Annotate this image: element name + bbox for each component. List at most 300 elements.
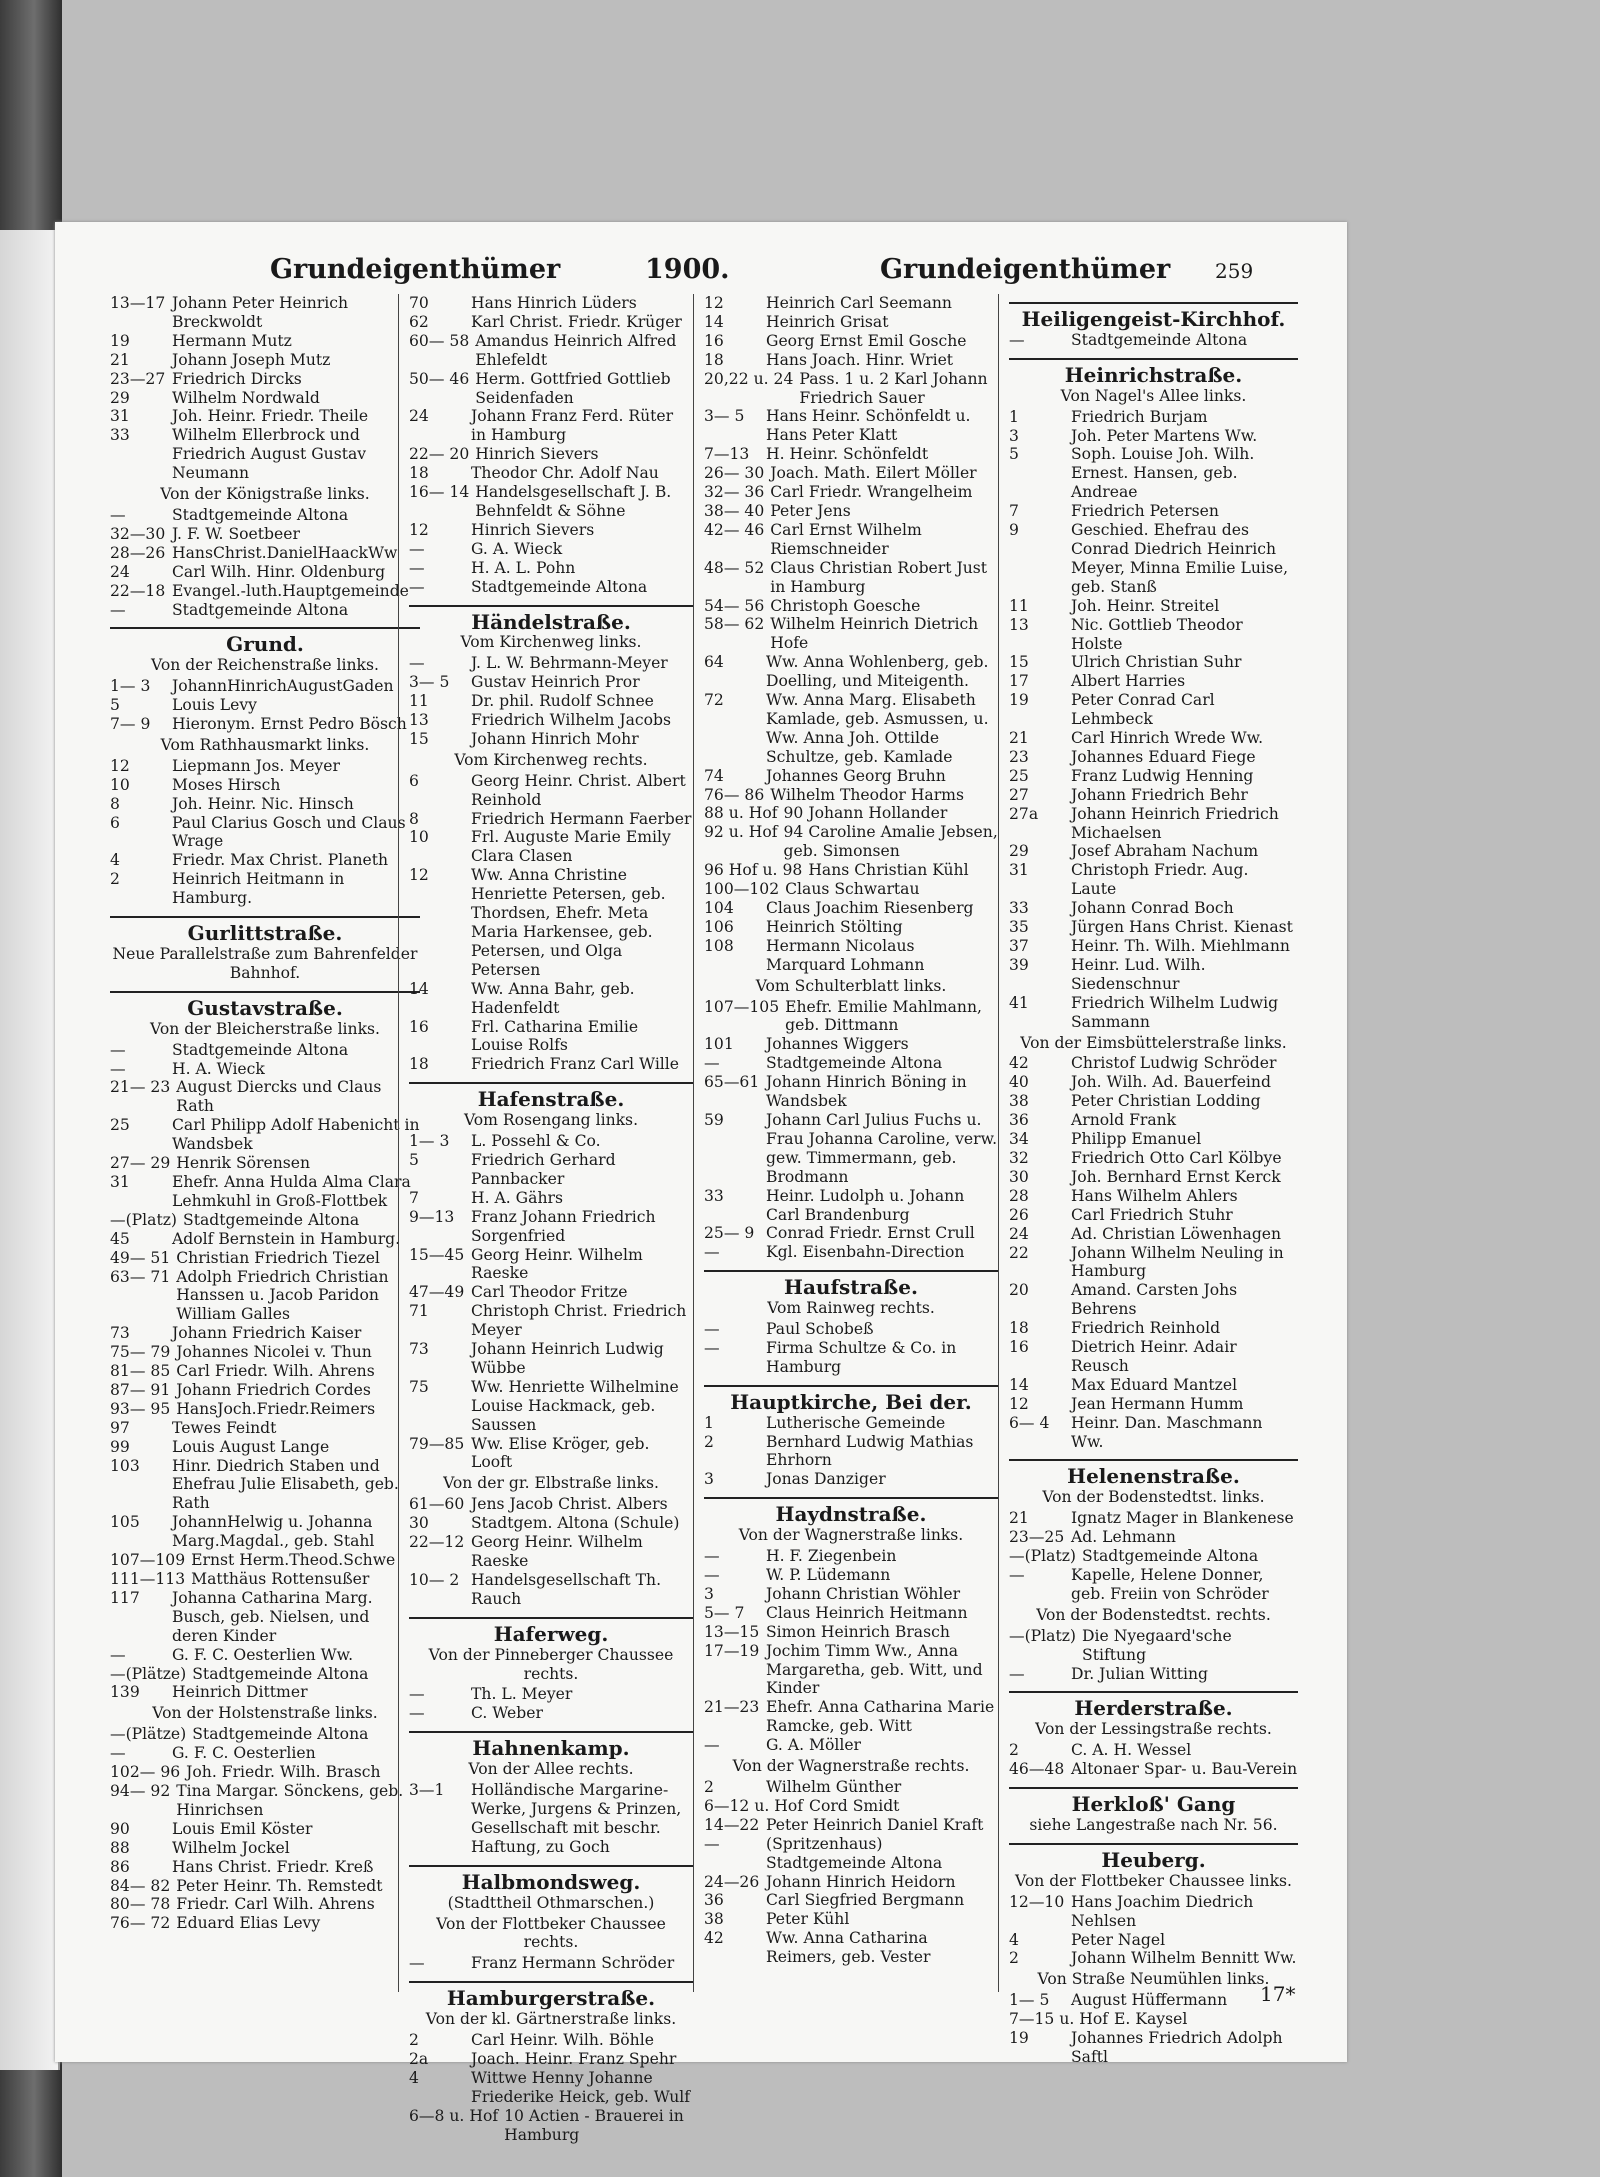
owner-name: Hinr. Diedrich Staben und Ehefrau Julie Elisabeth, geb. Rath — [172, 1456, 399, 1513]
entry-row — [1009, 1376, 1298, 1395]
entry-row — [110, 1914, 420, 1933]
house-number: 11 — [409, 692, 429, 711]
entry-row — [110, 715, 420, 734]
house-number: 108 — [704, 936, 734, 955]
entry-row — [409, 370, 693, 408]
header-left-title: Grundeigenthümer — [270, 254, 561, 285]
house-number: —(Plätze) — [110, 1725, 187, 1744]
page-number: 259 — [1215, 259, 1254, 283]
owner-name: Jochim Timm Ww., Anna Margaretha, geb. Witt, und Kinder — [766, 1641, 983, 1698]
owner-name: August Hüffermann — [1071, 1991, 1228, 2010]
street-heading: Gustavstraße. — [110, 991, 420, 1018]
house-number: 21— 23 — [110, 1078, 171, 1097]
entry-row — [704, 880, 998, 899]
entry-row — [704, 1623, 998, 1642]
house-number: 10— 2 — [409, 1570, 460, 1589]
entry-row — [704, 653, 998, 691]
section-note: Von der Lessingstraße rechts. — [1035, 1720, 1272, 1739]
owner-name: Stadtgemeinde Altona — [1071, 330, 1248, 349]
house-number: 24 — [110, 562, 130, 581]
entry-row — [704, 294, 998, 313]
house-number: 5— 7 — [704, 1603, 745, 1622]
house-number: 35 — [1009, 918, 1029, 937]
house-number: 19 — [1009, 2029, 1029, 2048]
entry-row — [409, 445, 693, 464]
street-heading: Haferweg. — [409, 1617, 693, 1644]
section-note: Von der gr. Elbstraße links. — [443, 1474, 659, 1493]
house-number: 73 — [110, 1324, 130, 1343]
owner-name: Johannes Nicolei v. Thun — [176, 1343, 372, 1362]
entry-row — [409, 1378, 693, 1435]
house-number: 6 — [110, 813, 120, 832]
owner-name: Peter Conrad Carl Lehmbeck — [1071, 691, 1215, 729]
house-number: —(Platz) — [1009, 1626, 1077, 1645]
owner-name: Ad. Christian Löwenhagen — [1071, 1224, 1282, 1243]
owner-name: Bernhard Ludwig Mathias Ehrhorn — [766, 1432, 974, 1470]
house-number: 27a — [1009, 804, 1039, 823]
entry-row — [704, 615, 998, 653]
owner-name: Friedrich Burjam — [1071, 407, 1208, 426]
entry-row — [110, 1683, 420, 1702]
owner-name: Josef Abraham Nachum — [1071, 842, 1259, 861]
house-number: 25 — [1009, 766, 1029, 785]
owner-name: Friedrich Gerhard Pannbacker — [471, 1150, 616, 1188]
entry-row — [110, 370, 420, 389]
owner-name: Ernst Herm.Theod.Schwe — [191, 1551, 396, 1570]
house-number: 22—12 — [409, 1533, 465, 1552]
house-number: — — [110, 1059, 126, 1078]
entry-row — [704, 351, 998, 370]
entry-row — [110, 1154, 420, 1173]
house-number: 3—1 — [409, 1781, 445, 1800]
entry-row — [409, 2031, 693, 2050]
house-number: 1 — [1009, 407, 1019, 426]
owner-name: 10 Actien - Brauerei in Hamburg — [504, 2106, 684, 2144]
owner-name: Christof Ludwig Schröder — [1071, 1054, 1277, 1073]
owner-name: 90 Johann Hollander — [783, 804, 948, 823]
house-number: — — [409, 577, 425, 596]
house-number: 76— 86 — [704, 785, 765, 804]
house-number: 16 — [1009, 1338, 1029, 1357]
house-number: 1 — [704, 1413, 714, 1432]
owner-name: Stadtgemeinde Altona — [183, 1210, 360, 1229]
owner-name: Friedrich Reinhold — [1071, 1319, 1221, 1338]
entry-row — [110, 1268, 420, 1325]
section-note: Von der Holstenstraße links. — [152, 1704, 378, 1723]
owner-name: Joh. Peter Martens Ww. — [1071, 426, 1258, 445]
entry-row — [1009, 1566, 1298, 1604]
house-number: 61—60 — [409, 1495, 465, 1514]
entry-row — [1009, 786, 1298, 805]
column-3 — [693, 294, 998, 1992]
house-number: 29 — [1009, 842, 1029, 861]
entry-row — [409, 772, 693, 810]
house-number: —(Plätze) — [110, 1664, 187, 1683]
street-heading: Gurlittstraße. — [110, 916, 420, 943]
owner-name: Hinrich Sievers — [471, 520, 595, 539]
entry-row — [110, 1324, 420, 1343]
owner-name: Johannes Georg Bruhn — [766, 766, 946, 785]
entry-row — [704, 1778, 998, 1797]
entry-row — [704, 559, 998, 597]
owner-name: Karl Christ. Friedr. Krüger — [471, 312, 682, 331]
owner-name: Eduard Elias Levy — [176, 1914, 321, 1933]
owner-name: Th. L. Meyer — [471, 1685, 573, 1704]
house-number: 6—8 u. Hof — [409, 2106, 499, 2125]
entry-row — [409, 1781, 693, 1857]
house-number: 3 — [1009, 426, 1019, 445]
entry-row — [1009, 1395, 1298, 1414]
entry-row — [110, 601, 420, 620]
house-number: 94— 92 — [110, 1781, 171, 1800]
owner-name: Conrad Friedr. Ernst Crull — [766, 1224, 975, 1243]
house-number: — — [409, 1954, 425, 1973]
owner-name: JohannHinrichAugustGaden — [172, 677, 394, 696]
entry-row — [1009, 1414, 1298, 1452]
entry-row — [409, 673, 693, 692]
entry-row — [1009, 445, 1298, 502]
house-number: 107—105 — [704, 997, 780, 1016]
owner-name: Heinrich Grisat — [766, 312, 889, 331]
owner-name: Ad. Lehmann — [1071, 1528, 1176, 1547]
entry-row — [704, 918, 998, 937]
street-heading: Heinrichstraße. — [1009, 358, 1298, 385]
house-number: 15—45 — [409, 1245, 465, 1264]
house-number: — — [704, 1338, 720, 1357]
entry-row — [110, 1362, 420, 1381]
owner-name: Heinrich Dittmer — [172, 1683, 308, 1702]
house-number: 31 — [110, 1172, 130, 1191]
house-number: 19 — [110, 331, 130, 350]
house-number: 30 — [1009, 1167, 1029, 1186]
house-number: 5 — [409, 1150, 419, 1169]
entry-row — [409, 2069, 693, 2107]
owner-name: Johann Friedrich Cordes — [176, 1380, 371, 1399]
house-number: 9—13 — [409, 1207, 455, 1226]
owner-name: Joh. Heinr. Streitel — [1071, 596, 1220, 615]
street-heading: Herderstraße. — [1009, 1691, 1298, 1718]
owner-name: Carl Friedr. Wrangelheim — [770, 483, 973, 502]
entry-row — [1009, 1760, 1298, 1779]
house-number: 36 — [1009, 1111, 1029, 1130]
entry-row — [704, 1797, 998, 1816]
entry-row — [1009, 937, 1298, 956]
house-number: 54— 56 — [704, 596, 765, 615]
section-note: Von der Flottbeker Chaussee rechts. — [436, 1914, 666, 1952]
house-number: 5 — [110, 696, 120, 715]
house-number: 92 u. Hof — [704, 823, 778, 842]
section-note: Von der kl. Gärtnerstraße links. — [425, 2010, 677, 2029]
owner-name: Johann Peter Heinrich Breckwoldt — [172, 294, 349, 331]
house-number: 23—25 — [1009, 1528, 1065, 1547]
house-number: 103 — [110, 1456, 140, 1475]
house-number: 50— 46 — [409, 369, 470, 388]
entry-row — [409, 559, 693, 578]
entry-row — [110, 1249, 420, 1268]
house-number: 65—61 — [704, 1073, 760, 1092]
owner-name: Dr. phil. Rudolf Schnee — [471, 692, 654, 711]
owner-name: Joh. Heinr. Nic. Hinsch — [172, 794, 354, 813]
entry-row — [1009, 1111, 1298, 1130]
house-number: 88 u. Hof — [704, 804, 778, 823]
owner-name: Johannes Friedrich Adolph Saftl — [1071, 2029, 1283, 2066]
owner-name: Dr. Julian Witting — [1071, 1664, 1209, 1683]
house-number: 86 — [110, 1857, 130, 1876]
owner-name: Paul Clarius Gosch und Claus Wrage — [172, 813, 406, 851]
house-number: 41 — [1009, 993, 1029, 1012]
entry-row — [1009, 1741, 1298, 1760]
house-number: 29 — [110, 388, 130, 407]
entry-row — [704, 407, 998, 445]
owner-name: Johann Heinrich Friedrich Michaelsen — [1071, 804, 1279, 842]
owner-name: Joh. Friedr. Wilh. Brasch — [186, 1763, 381, 1782]
section-note: Von der Bleicherstraße links. — [149, 1019, 380, 1038]
house-number: 14 — [1009, 1375, 1029, 1394]
entry-row — [1009, 748, 1298, 767]
owner-name: Friedrich Hermann Faerber — [471, 809, 692, 828]
owner-name: Jens Jacob Christ. Albers — [471, 1495, 668, 1514]
house-number: 106 — [704, 917, 734, 936]
entry-row — [110, 582, 420, 601]
entry-row — [110, 1665, 420, 1684]
owner-name: Hans Wilhelm Ahlers — [1071, 1186, 1238, 1205]
owner-name: Franz Ludwig Henning — [1071, 766, 1254, 785]
entry-row — [704, 804, 998, 823]
owner-name: H. A. L. Pohn — [471, 558, 576, 577]
house-number: 48— 52 — [704, 558, 765, 577]
entry-row — [110, 814, 420, 852]
owner-name: HansChrist.DanielHaackWw — [172, 543, 398, 562]
entry-row — [704, 370, 998, 408]
entry-row — [704, 445, 998, 464]
entry-row — [1009, 1991, 1298, 2010]
owner-name: Wilhelm Günther — [766, 1777, 902, 1796]
entry-row — [1009, 597, 1298, 616]
owner-name: Wilhelm Heinrich Dietrich Hofe — [770, 615, 979, 653]
entry-row — [409, 1495, 693, 1514]
column-4 — [998, 294, 1298, 2066]
entry-row — [704, 502, 998, 521]
entry-row — [409, 464, 693, 483]
house-number: — — [1009, 330, 1025, 349]
entry-row — [704, 937, 998, 975]
house-number: 3— 5 — [704, 407, 745, 426]
owner-name: Wilhelm Nordwald — [172, 388, 320, 407]
owner-name: Carl Theodor Fritze — [471, 1283, 628, 1302]
page-header — [55, 254, 1347, 294]
house-number: 13 — [1009, 615, 1029, 634]
house-number: — — [704, 1736, 720, 1755]
owner-name: Hinrich Sievers — [475, 445, 599, 464]
owner-name: Ww. Anna Marg. Elisabeth Kamlade, geb. Asmussen, u. Ww. Anna Joh. Ottilde Schultze, geb. Kamlade — [766, 691, 989, 766]
entry-row — [704, 861, 998, 880]
entry-row — [110, 1173, 420, 1211]
owner-name: G. F. C. Oesterlien Ww. — [172, 1645, 354, 1664]
house-number: 3— 5 — [409, 673, 450, 692]
entry-row — [110, 1551, 420, 1570]
owner-name: Claus Joachim Riesenberg — [766, 899, 974, 917]
column-1 — [110, 294, 420, 1933]
entry-row — [409, 1208, 693, 1246]
house-number: 14 — [409, 979, 429, 998]
section-note: siehe Langestraße nach Nr. 56. — [1029, 1815, 1278, 1834]
house-number: 90 — [110, 1819, 130, 1838]
house-number: 1— 5 — [1009, 1991, 1050, 2010]
entry-row — [704, 1698, 998, 1736]
house-number: 3 — [704, 1584, 714, 1603]
house-number: 13 — [409, 711, 429, 730]
entry-row — [409, 1189, 693, 1208]
house-number: 30 — [409, 1514, 429, 1533]
entry-row — [110, 1858, 420, 1877]
owner-name: Friedr. Carl Wilh. Ahrens — [176, 1895, 375, 1914]
owner-name: Altonaer Spar- u. Bau-Verein — [1071, 1760, 1298, 1779]
owner-name: Claus Schwartau — [785, 880, 920, 899]
entry-row — [409, 332, 693, 370]
house-number: 27— 29 — [110, 1154, 171, 1173]
house-number: 32 — [1009, 1148, 1029, 1167]
owner-name: J. L. W. Behrmann-Meyer — [471, 654, 668, 673]
owner-name: Franz Hermann Schröder — [471, 1954, 675, 1973]
entry-row — [704, 1320, 998, 1339]
owner-name: Stadtgemeinde Altona — [192, 1725, 369, 1744]
owner-name: Franz Johann Friedrich Sorgenfried — [471, 1207, 656, 1245]
entry-row — [409, 294, 693, 313]
house-number: 99 — [110, 1437, 130, 1456]
house-number: 31 — [1009, 861, 1029, 880]
house-number: 10 — [409, 828, 429, 847]
house-number: 10 — [110, 775, 130, 794]
owner-name: Friedrich Petersen — [1071, 502, 1219, 521]
owner-name: J. F. W. Soetbeer — [172, 524, 300, 543]
entry-row — [1009, 994, 1298, 1032]
owner-name: Peter Heinrich Daniel Kraft — [766, 1815, 984, 1834]
owner-name: Friedrich Wilhelm Jacobs — [471, 711, 672, 730]
owner-name: Hans Joach. Hinr. Wriet — [766, 350, 954, 369]
house-number: 70 — [409, 294, 429, 312]
house-number: 24 — [409, 407, 429, 426]
house-number: — — [704, 1320, 720, 1339]
entry-row — [110, 870, 420, 908]
entry-row — [1009, 767, 1298, 786]
street-heading: Haydnstraße. — [704, 1497, 998, 1524]
entry-row — [409, 2050, 693, 2069]
house-number: 18 — [409, 1055, 429, 1074]
owner-name: Ww. Anna Catharina Reimers, geb. Vester — [766, 1929, 931, 1967]
house-number: 6 — [409, 771, 419, 790]
house-number: 22— 20 — [409, 445, 470, 464]
owner-name: Heinr. Dan. Maschmann Ww. — [1071, 1413, 1263, 1451]
owner-name: Louis Emil Köster — [172, 1819, 313, 1838]
house-number: — — [110, 1744, 126, 1763]
owner-name: Peter Nagel — [1071, 1930, 1166, 1949]
entry-row — [1009, 805, 1298, 843]
house-number: — — [110, 505, 126, 524]
owner-name: Jonas Danziger — [766, 1470, 886, 1489]
entry-row — [110, 294, 420, 332]
entry-row — [1009, 956, 1298, 994]
entry-row — [409, 810, 693, 829]
house-number: 87— 91 — [110, 1380, 171, 1399]
section-note: Von der Wagnerstraße links. — [738, 1526, 964, 1545]
owner-name: Ignatz Mager in Blankenese — [1071, 1509, 1294, 1528]
entry-row — [1009, 729, 1298, 748]
house-number: 28 — [1009, 1186, 1029, 1205]
owner-name: Johann Franz Ferd. Rüter in Hamburg — [471, 407, 674, 445]
house-number: 18 — [409, 464, 429, 483]
house-number: 7 — [1009, 502, 1019, 521]
owner-name: Johann Wilhelm Bennitt Ww. — [1071, 1949, 1297, 1968]
entry-row — [704, 1736, 998, 1755]
owner-name: Christoph Friedr. Aug. Laute — [1071, 861, 1249, 899]
house-number: 24—26 — [704, 1872, 760, 1891]
entry-row — [110, 1839, 420, 1858]
owner-name: Johann Joseph Mutz — [172, 350, 331, 369]
section-note: Von der Wagnerstraße rechts. — [732, 1757, 970, 1776]
entry-row — [704, 1891, 998, 1910]
entry-row — [1009, 1168, 1298, 1187]
section-note: Von der Reichenstraße links. — [151, 656, 379, 675]
house-number: 100—102 — [704, 880, 780, 899]
entry-row — [110, 389, 420, 408]
house-number: 6—12 u. Hof — [704, 1796, 804, 1815]
owner-name: Stadtgemeinde Altona — [471, 577, 648, 596]
house-number: — — [409, 654, 425, 673]
entry-row — [1009, 1187, 1298, 1206]
entry-row — [110, 1116, 420, 1154]
section-note: Von der Allee rechts. — [468, 1760, 634, 1779]
section-note: Von der Pinneberger Chaussee rechts. — [428, 1645, 674, 1683]
house-number: 42 — [704, 1929, 724, 1948]
entry-row — [704, 1414, 998, 1433]
owner-name: Carl Philipp Adolf Habenicht in Wandsbek — [172, 1116, 420, 1154]
owner-name: Lutherische Gemeinde — [766, 1413, 946, 1432]
house-number: 107—109 — [110, 1551, 186, 1570]
owner-name: Johann Carl Julius Fuchs u. Frau Johanna Caroline, verw. gew. Timmermann, geb. Brodmann — [766, 1110, 998, 1186]
owner-name: Johann Wilhelm Neuling in Hamburg — [1071, 1243, 1284, 1281]
house-number: 40 — [1009, 1073, 1029, 1092]
house-number: — — [409, 539, 425, 558]
entry-row — [1009, 1893, 1298, 1931]
street-heading: Händelstraße. — [409, 605, 693, 632]
house-number: 21 — [110, 350, 130, 369]
entry-row — [1009, 1073, 1298, 1092]
house-number: 25 — [110, 1116, 130, 1135]
house-number: 23 — [1009, 747, 1029, 766]
entry-row — [110, 544, 420, 563]
owner-name: Stadtgemeinde Altona — [172, 1040, 349, 1059]
entry-row — [704, 464, 998, 483]
owner-name: Handelsgesellschaft Th. Rauch — [471, 1570, 662, 1608]
owner-name: Amand. Carsten Johs Behrens — [1071, 1281, 1238, 1319]
owner-name: H. F. Ziegenbein — [766, 1547, 897, 1566]
owner-name: Johann Hinrich Mohr — [471, 729, 639, 748]
entry-row — [110, 795, 420, 814]
house-number: 105 — [110, 1513, 140, 1532]
owner-name: Claus Christian Robert Just in Hamburg — [770, 558, 988, 596]
house-number: 13—15 — [704, 1622, 760, 1641]
entry-row — [110, 332, 420, 351]
owner-name: Wilhelm Ellerbrock und Friedrich August Gustav Neumann — [172, 426, 367, 483]
entry-row — [1009, 1627, 1298, 1665]
entry-row — [110, 351, 420, 370]
entry-row — [704, 767, 998, 786]
owner-name: Kgl. Eisenbahn-Direction — [766, 1243, 965, 1262]
owner-name: Wilhelm Jockel — [172, 1838, 290, 1857]
entry-row — [409, 1283, 693, 1302]
entry-row — [704, 1910, 998, 1929]
owner-name: Johanna Catharina Marg. Busch, geb. Nielsen, und deren Kinder — [172, 1588, 373, 1645]
